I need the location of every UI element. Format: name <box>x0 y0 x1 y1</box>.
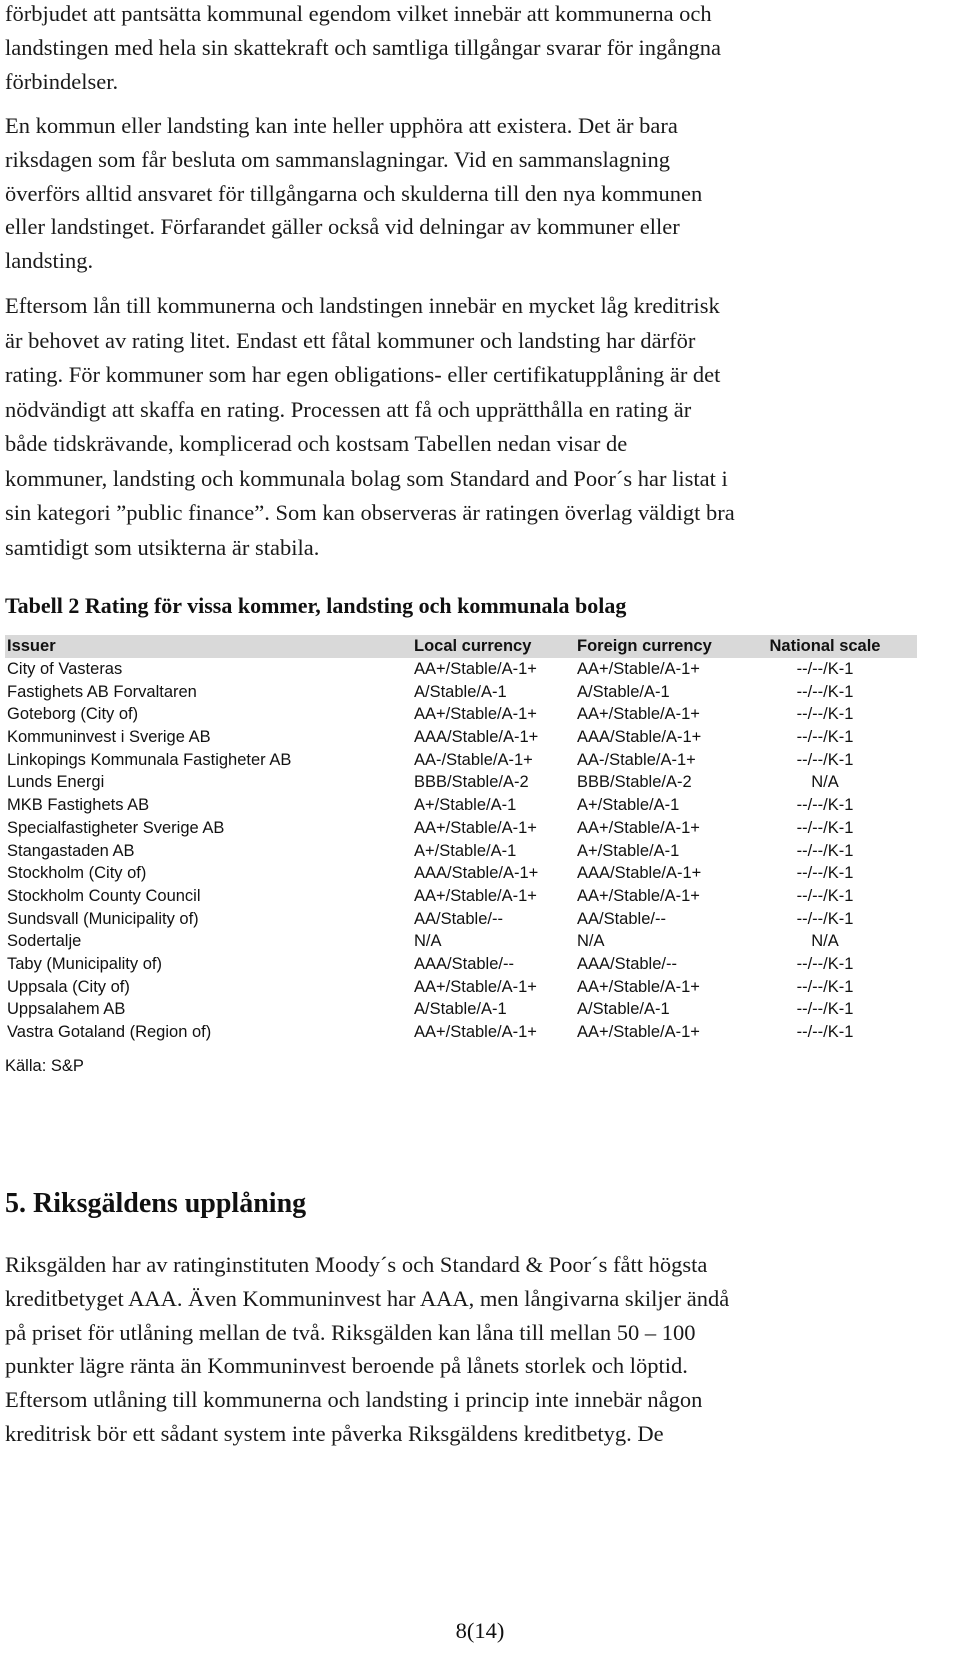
table-row <box>5 998 917 1021</box>
foreign-currency-cell: N/A <box>577 932 605 951</box>
text-line: förbindelser. <box>5 68 119 94</box>
table-row <box>5 840 917 863</box>
text-line: överförs alltid ansvaret för tillgångarna och skulderna till den nya kommunen <box>5 180 703 206</box>
local-currency-cell: AA+/Stable/A-1+ <box>414 886 537 905</box>
local-currency-cell: AA-/Stable/A-1+ <box>414 750 533 769</box>
national-scale-cell: --/--/K-1 <box>796 841 854 860</box>
text-line: landstingen med hela sin skattekraft och samtliga tillgångar svarar för ingångna <box>5 34 722 60</box>
table-row <box>5 1021 917 1044</box>
issuer-cell: Stockholm (City of) <box>7 864 147 883</box>
issuer-cell: Kommuninvest i Sverige AB <box>7 728 211 747</box>
table-row <box>5 862 917 885</box>
table-row <box>5 885 917 908</box>
text-line: sin kategori ”public finance”. Som kan observeras är ratingen överlag väldigt bra <box>5 500 735 525</box>
local-currency-cell: A+/Stable/A-1 <box>414 796 517 815</box>
table-row <box>5 726 917 749</box>
text-line: kreditbetyget AAA. Även Kommuninvest har AAA, men långivarna skiljer ändå <box>5 1285 730 1311</box>
foreign-currency-cell: A/Stable/A-1 <box>577 1000 670 1019</box>
table-row <box>5 703 917 726</box>
issuer-cell: Uppsala (City of) <box>7 977 130 996</box>
foreign-currency-cell: AA+/Stable/A-1+ <box>577 660 700 678</box>
local-currency-cell: A/Stable/A-1 <box>414 682 507 701</box>
text-line: samtidigt som utsikterna är stabila. <box>5 534 320 560</box>
table-row <box>5 976 917 999</box>
table-row <box>5 771 917 794</box>
local-currency-cell: AA+/Stable/A-1+ <box>414 1023 537 1041</box>
text-line: Eftersom utlåning till kommunerna och landsting i princip inte innebär någon <box>5 1387 703 1413</box>
issuer-cell: Taby (Municipality of) <box>7 954 162 973</box>
table-row <box>5 908 917 931</box>
national-scale-cell: --/--/K-1 <box>796 1023 854 1041</box>
foreign-currency-cell: AA+/Stable/A-1+ <box>577 1023 700 1041</box>
issuer-cell: Uppsalahem AB <box>7 1000 126 1019</box>
issuer-cell: Stockholm County Council <box>7 886 201 905</box>
national-scale-cell: N/A <box>811 932 839 951</box>
table-source: Källa: S&P <box>5 1057 84 1075</box>
header-foreign-currency: Foreign currency <box>577 637 712 655</box>
foreign-currency-cell: AA+/Stable/A-1+ <box>577 705 700 724</box>
text-line: Eftersom lån till kommunerna och landstingen innebär en mycket låg kreditrisk <box>5 293 720 318</box>
national-scale-cell: --/--/K-1 <box>796 864 854 883</box>
national-scale-cell: --/--/K-1 <box>796 954 854 973</box>
national-scale-cell: --/--/K-1 <box>796 705 854 724</box>
issuer-cell: Sundsvall (Municipality of) <box>7 909 199 928</box>
national-scale-cell: --/--/K-1 <box>796 660 854 678</box>
local-currency-cell: AA+/Stable/A-1+ <box>414 660 537 678</box>
table-row <box>5 681 917 704</box>
text-line: En kommun eller landsting kan inte heller upphöra att existera. Det är bara <box>5 113 678 138</box>
national-scale-cell: --/--/K-1 <box>796 909 854 928</box>
issuer-cell: MKB Fastighets AB <box>7 796 150 815</box>
local-currency-cell: A+/Stable/A-1 <box>414 841 517 860</box>
local-currency-cell: AA+/Stable/A-1+ <box>414 977 537 996</box>
body-paragraph-3 <box>5 289 953 565</box>
text-line: Riksgälden har av ratinginstituten Moody´s och Standard & Poor´s fått högsta <box>5 1252 708 1277</box>
foreign-currency-cell: AAA/Stable/A-1+ <box>577 864 702 883</box>
body-paragraph-2 <box>5 109 953 278</box>
table-row <box>5 658 917 681</box>
local-currency-cell: AA/Stable/-- <box>414 909 503 928</box>
national-scale-cell: N/A <box>811 773 839 792</box>
local-currency-cell: AA+/Stable/A-1+ <box>414 705 537 724</box>
issuer-cell: Lunds Energi <box>7 773 105 792</box>
section-heading: 5. Riksgäldens upplåning <box>5 1188 307 1219</box>
issuer-cell: Vastra Gotaland (Region of) <box>7 1023 212 1041</box>
local-currency-cell: A/Stable/A-1 <box>414 1000 507 1019</box>
header-local-currency: Local currency <box>414 637 532 655</box>
foreign-currency-cell: AA+/Stable/A-1+ <box>577 977 700 996</box>
text-line: kommuner, landsting och kommunala bolag som Standard and Poor´s har listat i <box>5 465 728 491</box>
issuer-cell: Goteborg (City of) <box>7 705 139 724</box>
local-currency-cell: N/A <box>414 932 442 951</box>
rating-table <box>5 635 917 1044</box>
issuer-cell: Linkopings Kommunala Fastigheter AB <box>7 750 292 769</box>
table-row <box>5 930 917 953</box>
text-line: förbjudet att pantsätta kommunal egendom vilket innebär att kommunerna och <box>5 1 712 26</box>
national-scale-cell: --/--/K-1 <box>796 886 854 905</box>
national-scale-cell: --/--/K-1 <box>796 682 854 701</box>
text-line: nödvändigt att skaffa en rating. Processen att få och upprätthålla en rating är <box>5 396 692 422</box>
local-currency-cell: AAA/Stable/A-1+ <box>414 728 539 747</box>
national-scale-cell: --/--/K-1 <box>796 728 854 747</box>
local-currency-cell: AA+/Stable/A-1+ <box>414 818 537 837</box>
national-scale-cell: --/--/K-1 <box>796 750 854 769</box>
text-line: punkter lägre ränta än Kommuninvest beroende på lånets storlek och löptid. <box>5 1353 688 1379</box>
header-national-scale: National scale <box>769 637 881 655</box>
text-line: rating. För kommuner som har egen obligations- eller certifikatupplåning är det <box>5 362 721 387</box>
local-currency-cell: BBB/Stable/A-2 <box>414 773 529 792</box>
table-row <box>5 749 917 772</box>
foreign-currency-cell: A/Stable/A-1 <box>577 682 670 701</box>
local-currency-cell: AAA/Stable/-- <box>414 954 514 973</box>
table-caption: Tabell 2 Rating för vissa kommer, landsting och kommunala bolag <box>5 593 627 618</box>
section-paragraph <box>5 1248 953 1451</box>
table-header-row <box>5 635 917 658</box>
text-line: både tidskrävande, komplicerad och kostsam Tabellen nedan visar de <box>5 431 628 456</box>
text-line: på priset för utlåning mellan de två. Riksgälden kan låna till mellan 50 – 100 <box>5 1319 696 1345</box>
foreign-currency-cell: AA-/Stable/A-1+ <box>577 750 696 769</box>
foreign-currency-cell: AA+/Stable/A-1+ <box>577 818 700 837</box>
issuer-cell: City of Vasteras <box>7 660 123 678</box>
issuer-cell: Stangastaden AB <box>7 841 135 860</box>
foreign-currency-cell: AAA/Stable/-- <box>577 954 677 973</box>
table-row <box>5 953 917 976</box>
foreign-currency-cell: BBB/Stable/A-2 <box>577 773 692 792</box>
national-scale-cell: --/--/K-1 <box>796 818 854 837</box>
national-scale-cell: --/--/K-1 <box>796 977 854 996</box>
foreign-currency-cell: A+/Stable/A-1 <box>577 841 680 860</box>
national-scale-cell: --/--/K-1 <box>796 796 854 815</box>
issuer-cell: Sodertalje <box>7 932 82 951</box>
text-line: kreditrisk bör ett sådant system inte påverka Riksgäldens kreditbetyg. De <box>5 1420 664 1446</box>
text-line: är behovet av rating litet. Endast ett fåtal kommuner och landsting har därför <box>5 327 696 353</box>
text-line: eller landstinget. Förfarandet gäller också vid delningar av kommuner eller <box>5 214 680 240</box>
page-number: 8(14) <box>455 1618 505 1643</box>
header-issuer: Issuer <box>7 637 56 655</box>
foreign-currency-cell: A+/Stable/A-1 <box>577 796 680 815</box>
foreign-currency-cell: AA+/Stable/A-1+ <box>577 886 700 905</box>
foreign-currency-cell: AAA/Stable/A-1+ <box>577 728 702 747</box>
local-currency-cell: AAA/Stable/A-1+ <box>414 864 539 883</box>
table-row <box>5 817 917 840</box>
text-line: riksdagen som får besluta om sammanslagningar. Vid en sammanslagning <box>5 146 670 172</box>
foreign-currency-cell: AA/Stable/-- <box>577 909 666 928</box>
body-paragraph-1 <box>5 0 953 98</box>
text-line: landsting. <box>5 248 94 274</box>
issuer-cell: Specialfastigheter Sverige AB <box>7 818 225 837</box>
national-scale-cell: --/--/K-1 <box>796 1000 854 1019</box>
issuer-cell: Fastighets AB Forvaltaren <box>7 682 197 701</box>
table-row <box>5 794 917 817</box>
